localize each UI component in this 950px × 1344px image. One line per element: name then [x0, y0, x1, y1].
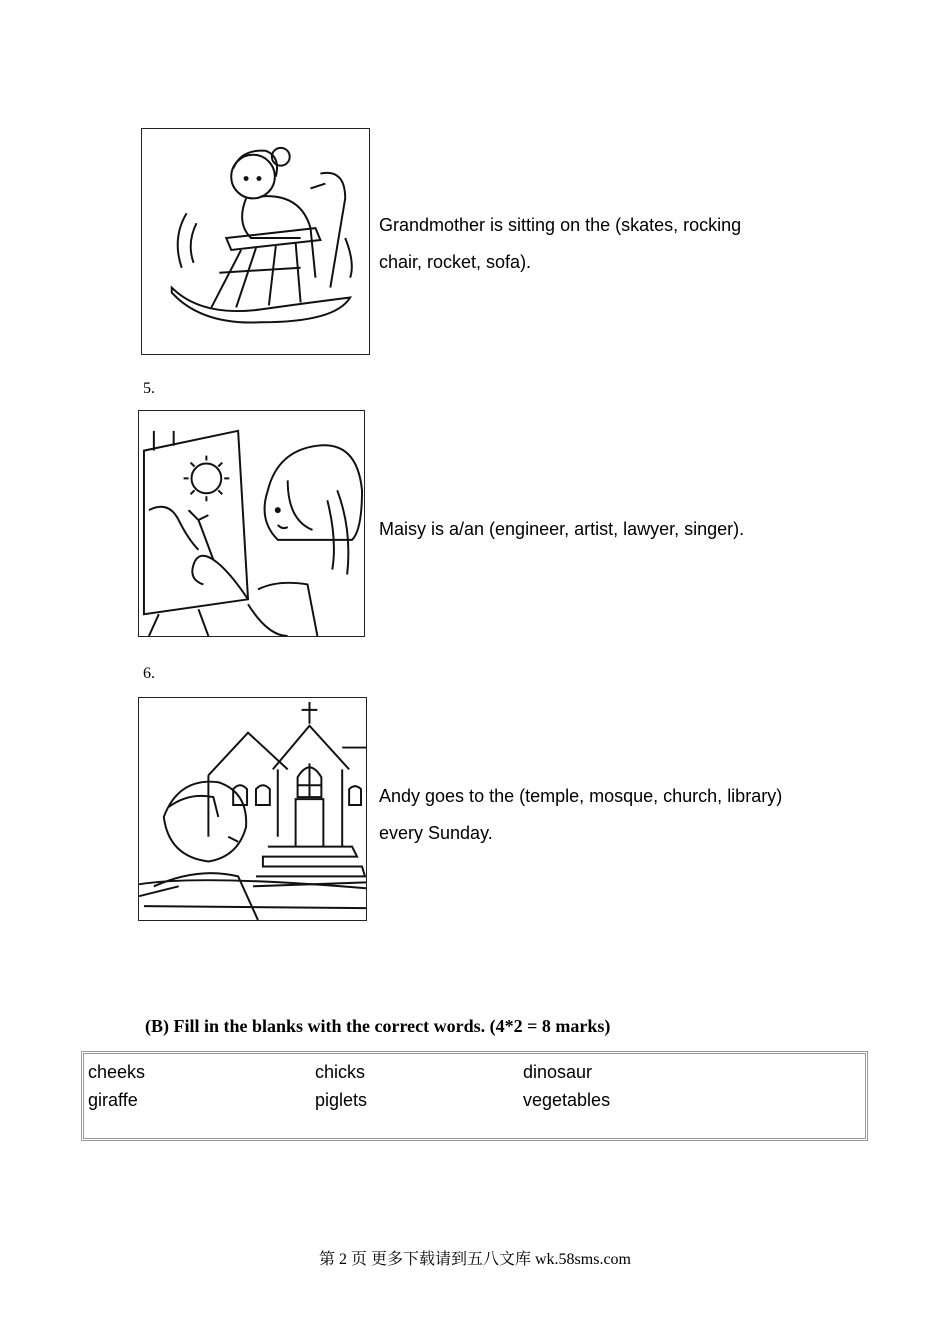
- question-6-text: [379, 778, 829, 852]
- girl-painting-illustration: [138, 410, 365, 637]
- question-5-number: 5.: [143, 380, 155, 397]
- page-footer: 第 2 页 更多下载请到五八文库 wk.58sms.com: [318, 1251, 631, 1268]
- grandmother-rocking-chair-illustration: [141, 128, 370, 355]
- word-bank-item: cheeks: [88, 1062, 146, 1082]
- question-4-line-1: Grandmother is sitting on the (skates, rocking: [379, 215, 742, 235]
- section-b-heading: (B) Fill in the blanks with the correct words. (4*2 = 8 marks): [145, 1016, 611, 1036]
- word-bank-item: giraffe: [88, 1090, 138, 1110]
- question-6-line-1: Andy goes to the (temple, mosque, church, library): [379, 786, 783, 806]
- boy-church-illustration: [138, 697, 367, 921]
- word-bank-item: chicks: [315, 1062, 366, 1082]
- question-5-line-1: Maisy is a/an (engineer, artist, lawyer, singer).: [379, 519, 745, 539]
- question-5-text: [379, 511, 809, 548]
- question-6-line-2: every Sunday.: [379, 823, 493, 843]
- word-bank-item: dinosaur: [523, 1062, 593, 1082]
- word-bank-box: [81, 1051, 868, 1141]
- question-6-number: 6.: [143, 665, 155, 682]
- question-4-text: [379, 207, 809, 281]
- question-4-line-2: chair, rocket, sofa).: [379, 252, 532, 272]
- word-bank-item: vegetables: [523, 1090, 611, 1110]
- word-bank-item: piglets: [315, 1090, 368, 1110]
